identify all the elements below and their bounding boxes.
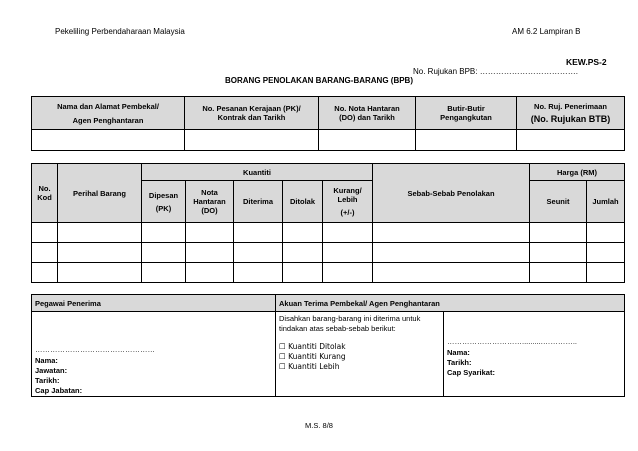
table-cell[interactable] [186, 243, 234, 263]
dept-stamp-label: Cap Jabatan: [35, 386, 83, 395]
table-cell[interactable] [283, 263, 323, 283]
position-label: Jawatan: [35, 366, 68, 375]
items-table [31, 163, 625, 283]
table-cell[interactable] [142, 263, 186, 283]
table-cell[interactable] [58, 223, 142, 243]
table-cell[interactable] [323, 243, 373, 263]
header-left: Pekeliling Perbendaharaan Malaysia [55, 27, 185, 36]
table-cell[interactable] [530, 263, 587, 283]
table-cell[interactable] [142, 223, 186, 243]
acknowledgement-table [31, 294, 625, 397]
page-number: M.S. 8/8 [305, 421, 333, 430]
delivery-qty-header: Nota Hantaran (DO) [186, 181, 234, 223]
table-row [32, 223, 625, 243]
reference-line: No. Rujukan BPB: ………………………………. [413, 67, 578, 76]
table-row [32, 243, 625, 263]
supplier-cell[interactable] [32, 130, 185, 151]
kod-header: No. Kod [32, 164, 58, 223]
ack-statement-cell [276, 312, 444, 397]
table-cell[interactable] [373, 243, 530, 263]
supplier-table [31, 96, 625, 151]
order-header: No. Pesanan Kerajaan (PK)/ Kontrak dan Tarikh [185, 97, 319, 130]
table-cell[interactable] [323, 263, 373, 283]
delivery-note-cell[interactable] [319, 130, 416, 151]
table-cell[interactable] [58, 263, 142, 283]
table-cell[interactable] [283, 243, 323, 263]
supplier-date-label: Tarikh: [447, 358, 472, 367]
table-cell[interactable] [58, 243, 142, 263]
option-rejected-checkbox[interactable]: ☐ Kuantiti Ditolak [279, 342, 346, 351]
option-short-checkbox[interactable]: ☐ Kuantiti Kurang [279, 352, 346, 361]
date-label: Tarikh: [35, 376, 60, 385]
ack-statement: Disahkan barang-barang ini diterima untuk tindakan atas sebab-sebab berikut: [279, 314, 421, 333]
total-header: Jumlah [587, 181, 625, 223]
option-excess-checkbox[interactable]: ☐ Kuantiti Lebih [279, 362, 340, 371]
transport-header: Butir-Butir Pengangkutan [416, 97, 517, 130]
unit-price-header: Seunit [530, 181, 587, 223]
table-cell[interactable] [323, 223, 373, 243]
ordered-header: Dipesan (PK) [142, 181, 186, 223]
table-cell[interactable] [186, 223, 234, 243]
received-header: Diterima [234, 181, 283, 223]
table-cell[interactable] [587, 223, 625, 243]
table-cell[interactable] [530, 223, 587, 243]
table-cell[interactable] [587, 263, 625, 283]
company-stamp-label: Cap Syarikat: [447, 368, 495, 377]
supplier-header: Nama dan Alamat Pembekal/ Agen Penghantaran [32, 97, 185, 130]
table-cell[interactable] [587, 243, 625, 263]
receipt-ref-header: No. Ruj. Penerimaan (No. Rujukan BTB) [517, 97, 625, 130]
table-cell[interactable] [234, 263, 283, 283]
table-row [32, 263, 625, 283]
form-title: BORANG PENOLAKAN BARANG-BARANG (BPB) [225, 76, 413, 85]
table-cell[interactable] [32, 263, 58, 283]
table-cell[interactable] [234, 223, 283, 243]
supplier-signature-line: …………………………..........………….. [447, 337, 578, 346]
delivery-note-header: No. Nota Hantaran (DO) dan Tarikh [319, 97, 416, 130]
rejected-header: Ditolak [283, 181, 323, 223]
receipt-ref-cell[interactable] [517, 130, 625, 151]
supplier-ack-header: Akuan Terima Pembekal/ Agen Penghantaran [276, 295, 625, 312]
price-header: Harga (RM) [530, 164, 625, 181]
table-cell[interactable] [530, 243, 587, 263]
description-header: Perihal Barang [58, 164, 142, 223]
table-cell[interactable] [373, 263, 530, 283]
receiving-officer-header: Pegawai Penerima [32, 295, 276, 312]
reason-header: Sebab-Sebab Penolakan [373, 164, 530, 223]
form-code: KEW.PS-2 [566, 57, 607, 67]
receiving-officer-cell [32, 312, 276, 397]
supplier-name-label: Nama: [447, 348, 470, 357]
header-right: AM 6.2 Lampiran B [512, 27, 581, 36]
signature-line: ………………………………………… [35, 345, 155, 354]
name-label: Nama: [35, 356, 58, 365]
table-cell[interactable] [32, 223, 58, 243]
order-cell[interactable] [185, 130, 319, 151]
table-cell[interactable] [373, 223, 530, 243]
shortage-header: Kurang/ Lebih (+/-) [323, 181, 373, 223]
table-cell[interactable] [234, 243, 283, 263]
supplier-signature-cell [444, 312, 625, 397]
table-cell[interactable] [32, 243, 58, 263]
quantity-header: Kuantiti [142, 164, 373, 181]
table-cell[interactable] [283, 223, 323, 243]
transport-cell[interactable] [416, 130, 517, 151]
table-cell[interactable] [142, 243, 186, 263]
table-cell[interactable] [186, 263, 234, 283]
